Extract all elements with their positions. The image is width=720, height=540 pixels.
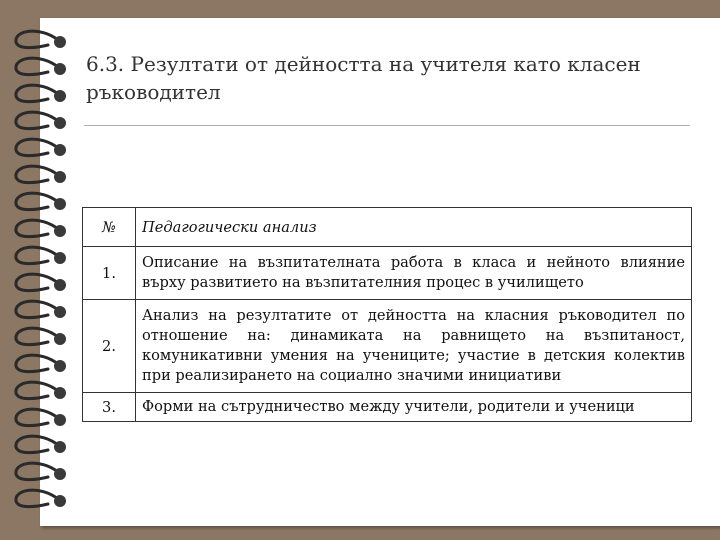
spiral-coil (16, 382, 66, 399)
spiral-coil (16, 112, 66, 129)
spiral-coil (16, 274, 66, 291)
spiral-coil (16, 31, 66, 48)
spiral-coil (16, 193, 66, 210)
spiral-binding (0, 0, 90, 540)
title-divider (84, 125, 690, 126)
spiral-coil (16, 166, 66, 183)
slide-title: 6.3. Резултати от дейността на учителя като класен ръководител (86, 52, 641, 104)
row-number: 3. (83, 393, 136, 422)
spiral-coil (16, 220, 66, 237)
header-number: № (83, 208, 136, 247)
row-text: Форми на сътрудничество между учители, родители и ученици (136, 393, 692, 422)
table-row (83, 247, 692, 300)
spiral-coil (16, 436, 66, 453)
row-text: Анализ на резултатите от дейността на класния ръководител по отношение на: динамиката на равнището на възпитаност, комуникативни умения на учениците; участие в детския колектив при реализирането на социално значими инициативи (136, 300, 692, 393)
spiral-coil (16, 85, 66, 102)
spiral-coil (16, 463, 66, 480)
header-analysis: Педагогически анализ (136, 208, 692, 247)
spiral-coil (16, 328, 66, 345)
analysis-table (82, 207, 692, 422)
row-text: Описание на възпитателната работа в класа и нейното влияние върху развитието на възпитателния процес в училището (136, 247, 692, 300)
spiral-coil (16, 139, 66, 156)
spiral-coil (16, 490, 66, 507)
spiral-coil (16, 301, 66, 318)
spiral-coil (16, 247, 66, 264)
table-row (83, 300, 692, 393)
spiral-coil (16, 409, 66, 426)
table-row (83, 393, 692, 422)
spiral-coil (16, 355, 66, 372)
spiral-coil (16, 58, 66, 75)
row-number: 1. (83, 247, 136, 300)
table-header-row (83, 208, 692, 247)
row-number: 2. (83, 300, 136, 393)
